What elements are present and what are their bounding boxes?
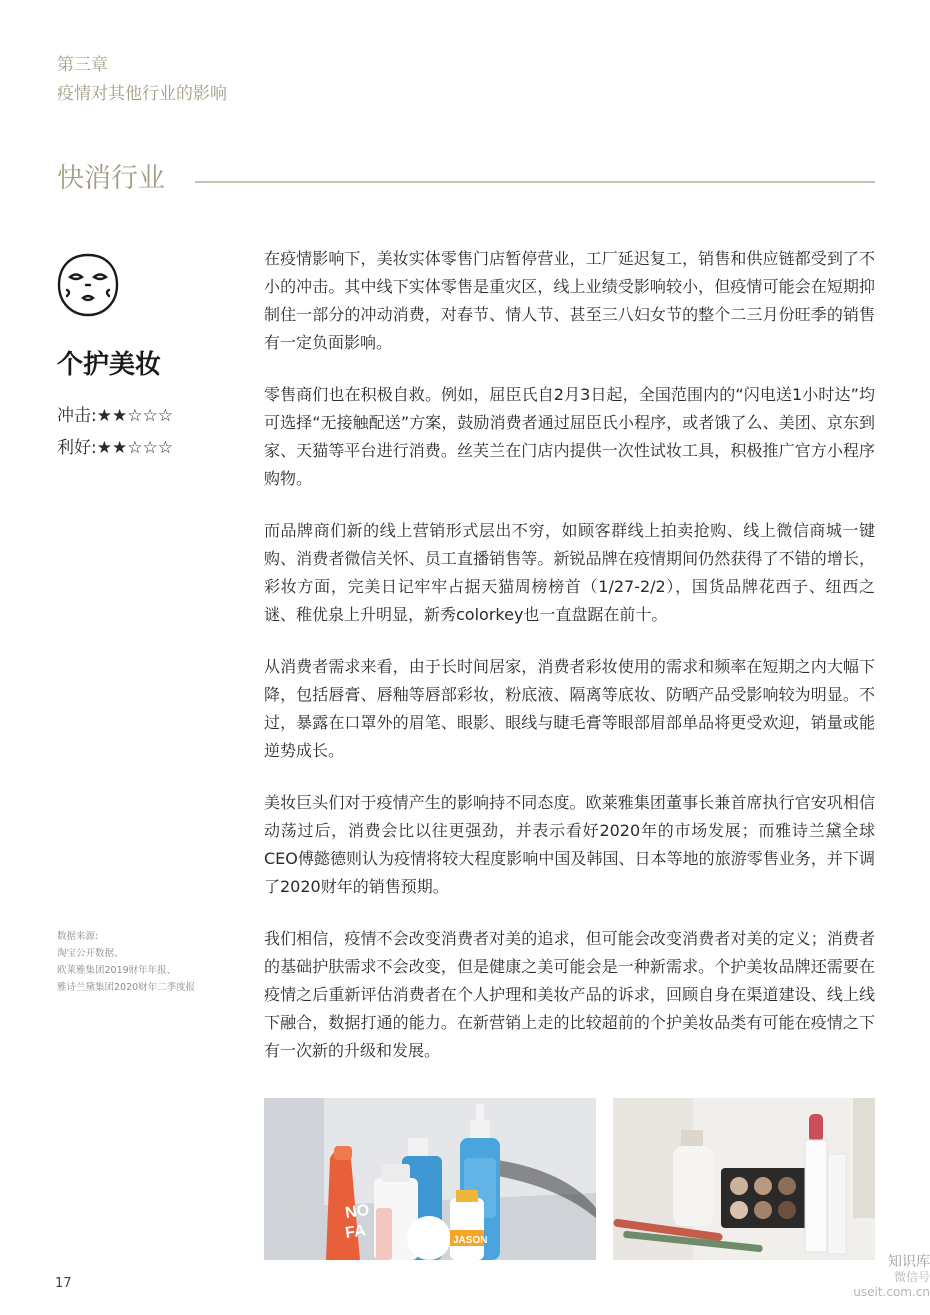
source-line: 数据来源:	[57, 931, 99, 942]
paragraph: 零售商们也在积极自救。例如，屈臣氏自2月3日起，全国范围内的“闪电送1小时达”均可选择“无接触配送”方案，鼓励消费者通过屈臣氏小程序，或者饿了么、美团、京东到家、天猫等平台进行消费。丝芙兰在门店内提供一次性试妆工具，积极推广官方小程序购物。	[264, 385, 875, 488]
product-label: FA	[344, 1222, 367, 1242]
paragraph: 在疫情影响下，美妆实体零售门店暂停营业，工厂延迟复工，销售和供应链都受到了不小的冲击。其中线下实体零售是重灾区，线上业绩受影响较小，但疫情可能会在短期抑制住一部分的冲动消费，对春节、情人节、甚至三八妇女节的整个二三月份旺季的销售有一定负面影响。	[264, 249, 875, 352]
skincare-products-illustration	[264, 1098, 596, 1260]
page-number: 17	[55, 1276, 72, 1291]
source-line: 淘宝公开数据、	[57, 948, 124, 959]
paragraph: 美妆巨头们对于疫情产生的影响持不同态度。欧莱雅集团董事长兼首席执行官安巩相信动荡过后，消费会比以往更强劲，并表示看好2020年的市场发展；而雅诗兰黛全球CEO傅懿德则认为疫情将较大程度影响中国及韩国、日本等地的旅游零售业务，并下调了2020财年的销售预期。	[264, 793, 875, 896]
chapter-title: 疫情对其他行业的影响	[57, 84, 227, 104]
watermark-title: 知识库	[888, 1254, 930, 1270]
section-divider	[195, 181, 875, 183]
data-source	[57, 928, 195, 996]
makeup-products-illustration	[613, 1098, 875, 1260]
makeup-products-photo	[613, 1098, 875, 1260]
category-title: 个护美妆	[57, 350, 162, 380]
product-label: NO	[344, 1201, 371, 1222]
impact-stars: ★★☆☆☆	[96, 406, 173, 426]
benefit-rating	[57, 433, 173, 458]
source-line: 雅诗兰黛集团2020财年二季度报	[57, 982, 196, 993]
paragraph: 而品牌商们新的线上营销形式层出不穷，如顾客群线上拍卖抢购、线上微信商城一键购、消费者微信关怀、员工直播销售等。新锐品牌在疫情期间仍然获得了不错的增长，彩妆方面，完美日记牢牢占据天猫周榜榜首（1/27-2/2），国货品牌花西子、纽西之谜、稚优泉上升明显，新秀colorkey也一直盘踞在前十。	[264, 521, 875, 624]
source-line: 欧莱雅集团2019财年年报、	[57, 965, 177, 976]
section-title: 快消行业	[57, 163, 165, 194]
skincare-products-photo	[264, 1098, 596, 1260]
benefit-label: 利好:	[57, 438, 97, 458]
benefit-stars: ★★☆☆☆	[96, 438, 173, 458]
article-body	[264, 245, 875, 1089]
paragraph: 我们相信，疫情不会改变消费者对美的追求，但可能会改变消费者对美的定义；消费者的基础护肤需求不会改变，但是健康之美可能会是一种新需求。个护美妆品牌还需要在疫情之后重新评估消费者在个人护理和美妆产品的诉求，回顾自身在渠道建设、线上线下融合，数据打通的能力。在新营销上走的比较超前的个护美妆品类有可能在疫情之下有一次新的升级和发展。	[264, 929, 875, 1060]
watermark	[818, 1255, 930, 1300]
impact-rating	[57, 401, 173, 426]
chapter-label: 第三章	[57, 55, 108, 75]
watermark-account: 微信号 useit.com.cn	[853, 1270, 930, 1299]
face-mask-icon	[55, 252, 121, 318]
product-label: JASON	[453, 1235, 488, 1246]
impact-label: 冲击:	[57, 406, 97, 426]
paragraph: 从消费者需求来看，由于长时间居家，消费者彩妆使用的需求和频率在短期之内大幅下降，包括唇膏、唇釉等唇部彩妆，粉底液、隔离等底妆、防晒产品受影响较为明显。不过，暴露在口罩外的眉笔、眼影、眼线与睫毛膏等眼部眉部单品将更受欢迎，销量或能逆势成长。	[264, 657, 875, 760]
